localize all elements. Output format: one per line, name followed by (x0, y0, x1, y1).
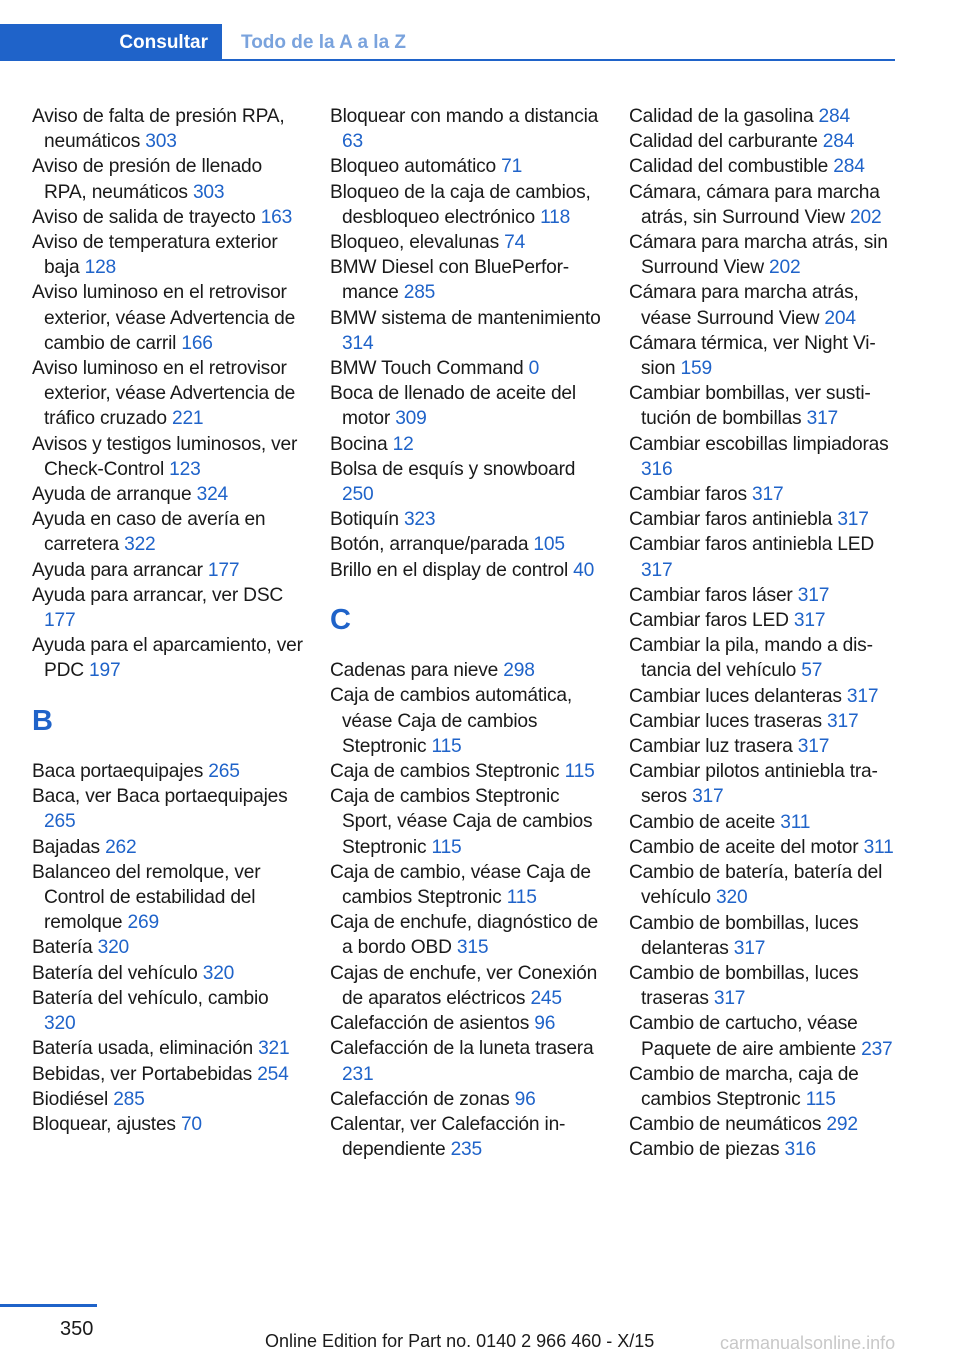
index-entry-text: Bloquear, ajustes (32, 1113, 181, 1135)
page-reference-link[interactable]: 317 (713, 988, 746, 1010)
page-reference-link[interactable]: 284 (822, 131, 855, 153)
index-column-1 (32, 104, 304, 1137)
page-reference-link[interactable]: 166 (181, 332, 213, 354)
index-entry-text: Batería del vehículo (32, 962, 203, 984)
index-entry (330, 784, 602, 860)
index-entry-text: Cambiar bombillas, ver sustitución de bombillas (629, 383, 871, 430)
index-entry (32, 432, 304, 482)
page-reference-link[interactable]: 254 (257, 1063, 289, 1085)
index-entry-text: Cámara para marcha atrás, véase Surround View (629, 282, 859, 329)
index-entry-text: Ayuda para el aparcamiento, ver PDC (32, 635, 303, 682)
index-entry-text: BMW Touch Command (330, 358, 529, 380)
page-reference-link[interactable]: 57 (801, 660, 823, 682)
index-entry (32, 935, 304, 960)
page-reference-link[interactable]: 311 (863, 836, 894, 858)
index-entry-text: Biodiésel (32, 1088, 114, 1110)
index-entry (330, 255, 602, 305)
index-entry-text: Cámara térmica, ver Night Vision (629, 332, 876, 380)
page-reference-link[interactable]: 231 (342, 1063, 374, 1085)
tab-todo-de-la-a-a-la-z[interactable] (241, 24, 406, 61)
index-entry (330, 230, 602, 255)
page-reference-link[interactable]: 71 (501, 156, 523, 178)
index-entry-text: Bloqueo, elevalunas (330, 232, 505, 254)
index-entry-text: Ayuda para arrancar (32, 559, 208, 581)
index-entry (330, 381, 602, 431)
index-entry (32, 205, 304, 230)
tab-consultar-label: Consultar (119, 31, 208, 53)
index-entry (330, 759, 602, 784)
edition-note: Online Edition for Part no. 0140 2 966 460 - X/15 (265, 1331, 655, 1351)
page-reference-link[interactable]: 123 (169, 458, 201, 480)
page-reference-link[interactable]: 70 (180, 1113, 202, 1135)
watermark: carmanualsonline.info (720, 1333, 896, 1353)
index-entry-text: Cámara para marcha atrás, sin Surround View (629, 232, 888, 279)
index-entry-text: Cajas de enchufe, ver Conexión de aparatos eléctricos (330, 962, 598, 1009)
page-reference-link[interactable]: 221 (171, 408, 204, 430)
page-reference-link[interactable]: 317 (806, 408, 839, 430)
page-reference-link[interactable]: 309 (395, 408, 427, 430)
index-entry-text: Cambiar luces delanteras (629, 685, 847, 707)
page-reference-link[interactable]: 292 (826, 1114, 858, 1136)
index-entry (32, 583, 304, 633)
index-entry-text: Cambiar faros antiniebla LED (629, 534, 875, 556)
index-entry-text: Caja de cambio, véase Caja de cambios Steptronic (330, 861, 591, 909)
index-entry (32, 961, 304, 986)
index-entry-text: Cambio de bombillas, luces delanteras (629, 912, 859, 959)
page-reference-link[interactable]: 74 (504, 232, 526, 254)
page-reference-link[interactable]: 320 (44, 1013, 76, 1035)
page-reference-link[interactable]: 237 (861, 1038, 893, 1060)
page-reference-link[interactable]: 285 (113, 1088, 145, 1110)
index-entry (629, 381, 901, 431)
index-entry-text: Bocina (330, 433, 393, 455)
index-entry-text: Bloquear con mando a distancia (330, 106, 599, 127)
index-entry (330, 180, 602, 230)
page-reference-link[interactable]: 262 (105, 836, 137, 858)
index-entry-text: Cadenas para nieve (330, 660, 504, 682)
page-reference-link[interactable]: 96 (514, 1088, 536, 1110)
index-entry-text: Baca, ver Baca portaequipajes (32, 786, 288, 808)
page-reference-link[interactable]: 202 (769, 257, 801, 279)
index-entry-text: Caja de cambios Steptronic (330, 761, 565, 783)
tab-consultar[interactable] (0, 24, 222, 61)
index-entry (629, 583, 901, 608)
page-reference-link[interactable]: 115 (431, 735, 462, 757)
index-entry (330, 1112, 602, 1162)
index-entry-text: Cambio de batería, batería del vehículo (629, 862, 883, 909)
index-entry (32, 356, 304, 432)
page-reference-link[interactable]: 115 (506, 887, 537, 909)
index-entry (32, 1062, 304, 1087)
index-entry-text: Balanceo del remolque, ver Control de estabilidad del remolque (32, 861, 261, 934)
page-reference-link[interactable]: 316 (641, 458, 673, 480)
index-entry-text: Caja de cambios automática, véase Caja de cambios Steptronic (330, 685, 573, 757)
index-entry-text: Cambiar escobillas limpiadoras (629, 433, 889, 455)
index-entry-text: Aviso de falta de presión RPA, neumáticos (32, 106, 285, 153)
index-entry (32, 784, 304, 834)
index-entry-text: Cambiar pilotos antiniebla traseros (629, 761, 878, 808)
page-reference-link[interactable]: 303 (145, 131, 177, 153)
page-reference-link[interactable]: 265 (208, 761, 240, 783)
page-reference-link[interactable]: 322 (124, 534, 156, 556)
index-entry (629, 911, 901, 961)
index-entry-text: Batería del vehículo, cambio (32, 987, 269, 1009)
index-entry-text: Cambiar faros antiniebla (629, 509, 838, 531)
index-entry (330, 432, 602, 457)
index-entry (330, 558, 602, 583)
page-reference-link[interactable]: 311 (780, 811, 811, 833)
index-entry-text: Cambiar luz trasera (629, 736, 798, 758)
page-reference-link[interactable]: 284 (833, 156, 865, 178)
index-entry-text: Bajadas (32, 836, 106, 858)
index-entry-text: Calefacción de zonas (330, 1088, 515, 1110)
page-reference-link[interactable]: 324 (196, 484, 229, 506)
index-entry-text: Bolsa de esquís y snowboard (330, 458, 576, 480)
index-entry (330, 910, 602, 960)
index-entry-text: Brillo en el display de control (330, 559, 574, 581)
index-entry-text: Avisos y testigos luminosos, ver Check-Control (32, 433, 298, 480)
index-entry-text: Aviso de presión de llenado RPA, neumáticos (32, 156, 262, 203)
page-reference-link[interactable]: 63 (342, 131, 363, 153)
index-entry-text: Calefacción de la luneta trasera (330, 1038, 594, 1060)
index-entry (32, 104, 304, 154)
page-reference-link[interactable]: 118 (540, 206, 571, 228)
index-entry-text: Cambio de piezas (629, 1139, 785, 1161)
index-entry-text: Bebidas, ver Portabebidas (32, 1063, 258, 1085)
footer-rule (0, 1304, 97, 1307)
index-entry (629, 432, 901, 482)
index-entry-text: BMW sistema de mantenimiento (330, 307, 601, 329)
index-entry (330, 1036, 602, 1086)
page-reference-link[interactable]: 317 (837, 509, 869, 531)
index-entry (629, 532, 901, 582)
index-entry (32, 154, 304, 204)
index-entry (330, 457, 602, 507)
index-entry-text: Aviso luminoso en el retrovisor exterior, véase Advertencia de cambio de carril (32, 282, 296, 354)
index-entry-text: Bloqueo de la caja de cambios, desbloqueo electrónico (330, 181, 591, 228)
index-entry (330, 532, 602, 557)
index-entry (330, 356, 602, 381)
index-entry (629, 482, 901, 507)
index-entry-text: BMW Diesel con BluePerformance (330, 257, 570, 304)
section-letter: B (32, 704, 53, 737)
index-entry (629, 608, 901, 633)
index-entry-text: Calentar, ver Calefacción independiente (330, 1113, 566, 1161)
index-entry-text: Batería usada, eliminación (32, 1038, 259, 1060)
header-divider (222, 59, 895, 61)
index-entry-text: Cambiar luces traseras (629, 710, 828, 732)
index-entry (32, 507, 304, 557)
page-reference-link[interactable]: 115 (805, 1088, 836, 1110)
index-entry (32, 280, 304, 356)
page-reference-link[interactable]: 159 (680, 358, 712, 380)
index-entry-text: Calidad del combustible (629, 156, 834, 178)
page-reference-link[interactable]: 317 (692, 786, 724, 808)
index-entry-text: Ayuda en caso de avería en carretera (32, 509, 266, 556)
page-reference-link[interactable]: 323 (403, 509, 436, 531)
index-column-2 (330, 104, 602, 1162)
index-entry-text: Baca portaequipajes (32, 761, 209, 783)
index-entry-text: Cambiar la pila, mando a distancia del vehículo (629, 635, 873, 682)
page-reference-link[interactable]: 115 (564, 761, 595, 783)
index-entry-text: Cambio de bombillas, luces traseras (629, 962, 859, 1010)
index-entry (32, 1036, 304, 1061)
index-entry-text: Cambiar faros (629, 484, 753, 506)
index-entry-text: Batería (32, 937, 98, 959)
page-reference-link[interactable]: 317 (797, 736, 830, 758)
index-entry (32, 558, 304, 583)
index-entry (330, 104, 602, 154)
page-reference-link[interactable]: 298 (503, 660, 535, 682)
index-entry (330, 683, 602, 759)
index-entry (32, 1112, 304, 1137)
index-entry-text: Cambio de marcha, caja de cambios Steptronic (629, 1063, 859, 1110)
index-entry-text: Cambio de aceite (629, 811, 781, 833)
index-entry (330, 860, 602, 910)
index-entry (629, 961, 901, 1011)
page-reference-link[interactable]: 128 (84, 257, 117, 279)
index-entry (32, 860, 304, 936)
index-entry (330, 1011, 602, 1036)
page-reference-link[interactable]: 314 (342, 332, 374, 354)
page-reference-link[interactable]: 317 (733, 937, 766, 959)
index-entry (32, 986, 304, 1036)
index-entry-text: Cambiar faros láser (629, 584, 798, 606)
index-entry (32, 482, 304, 507)
index-entry (629, 633, 901, 683)
page-reference-link[interactable]: 177 (207, 559, 240, 581)
index-entry (629, 709, 901, 734)
index-column-3 (629, 104, 901, 1163)
index-entry (330, 507, 602, 532)
index-entry-text: Caja de cambios Steptronic Sport, véase Caja de cambios Steptronic (330, 786, 593, 858)
page-reference-link[interactable]: 317 (793, 610, 826, 632)
index-entry (330, 306, 602, 356)
page-reference-link[interactable]: 321 (258, 1038, 290, 1060)
index-entry (32, 1087, 304, 1112)
index-entry (629, 1112, 901, 1137)
page-reference-link[interactable]: 40 (573, 559, 595, 581)
page-number: 350 (60, 1318, 94, 1340)
page-reference-link[interactable]: 12 (392, 433, 414, 455)
index-entry (629, 331, 901, 381)
page-reference-link[interactable]: 320 (97, 937, 130, 959)
index-entry-text: Botón, arranque/parada (330, 534, 534, 556)
index-entry (629, 734, 901, 759)
index-entry-text: Cambio de aceite del motor (629, 836, 864, 858)
index-entry-text: Bloqueo automático (330, 156, 502, 178)
index-entry (629, 1062, 901, 1112)
page-reference-link[interactable]: 316 (784, 1139, 816, 1161)
index-entry (330, 1087, 602, 1112)
page-reference-link[interactable]: 284 (818, 106, 850, 127)
index-entry-text: Aviso de temperatura exterior baja (32, 232, 278, 279)
index-entry (629, 154, 901, 179)
index-entry-text: Ayuda para arrancar, ver DSC (32, 584, 284, 606)
index-entry (32, 633, 304, 683)
page-reference-link[interactable]: 320 (202, 962, 235, 984)
index-entry (629, 129, 901, 154)
section-letter: C (330, 603, 351, 636)
index-entry-text: Cambio de cartucho, véase Paquete de aire ambiente (629, 1013, 862, 1060)
page-reference-link[interactable]: 177 (44, 610, 76, 632)
index-entry-text: Cambio de neumáticos (629, 1114, 827, 1136)
page-reference-link[interactable]: 269 (127, 912, 159, 934)
page-reference-link[interactable]: 197 (89, 660, 121, 682)
index-entry-text: Cámara, cámara para marcha atrás, sin Surround View (629, 181, 880, 228)
index-entry-text: Aviso de salida de trayecto (32, 206, 261, 228)
index-entry (330, 154, 602, 179)
index-entry (32, 230, 304, 280)
page-reference-link[interactable]: 317 (641, 559, 673, 581)
index-entry (629, 104, 901, 129)
index-entry (629, 507, 901, 532)
index-entry (629, 684, 901, 709)
page-reference-link[interactable]: 96 (534, 1013, 556, 1035)
index-entry (32, 759, 304, 784)
page-reference-link[interactable]: 317 (827, 710, 859, 732)
page-reference-link[interactable]: 320 (716, 887, 748, 909)
page-reference-link[interactable]: 285 (403, 282, 436, 304)
page-reference-link[interactable]: 204 (824, 307, 856, 329)
index-entry (629, 180, 901, 230)
page-reference-link[interactable]: 202 (850, 206, 882, 228)
page-reference-link[interactable]: 0 (528, 358, 540, 380)
page-reference-link[interactable]: 317 (752, 484, 784, 506)
page-reference-link[interactable]: 235 (450, 1139, 482, 1161)
page-reference-link[interactable]: 250 (342, 484, 374, 506)
index-entry (330, 961, 602, 1011)
page-reference-link[interactable]: 315 (456, 937, 489, 959)
page-reference-link[interactable]: 265 (44, 811, 76, 833)
index-entry-text: Caja de enchufe, diagnóstico de a bordo OBD (330, 912, 598, 959)
index-entry-text: Cambiar faros LED (629, 610, 794, 632)
index-entry (330, 658, 602, 683)
index-entry (629, 810, 901, 835)
index-entry (629, 280, 901, 330)
index-entry-text: Botiquín (330, 509, 404, 531)
index-entry (629, 835, 901, 860)
index-entry (629, 1011, 901, 1061)
page-reference-link[interactable]: 163 (260, 206, 293, 228)
index-entry-text: Calidad del carburante (629, 131, 823, 153)
index-entry (629, 860, 901, 910)
index-entry-text: Calefacción de asientos (330, 1013, 535, 1035)
index-entry (629, 759, 901, 809)
index-entry (32, 835, 304, 860)
index-entry-text: Boca de llenado de aceite del motor (330, 383, 576, 430)
page-reference-link[interactable]: 317 (846, 685, 879, 707)
page-reference-link[interactable]: 105 (533, 534, 565, 556)
index-entry (629, 230, 901, 280)
page-reference-link[interactable]: 115 (431, 836, 462, 858)
tab-todo-label: Todo de la A a la Z (241, 31, 407, 53)
index-entry-text: Calidad de la gasolina (629, 106, 819, 127)
page-reference-link[interactable]: 317 (797, 584, 830, 606)
page-reference-link[interactable]: 245 (530, 987, 562, 1009)
page-header (0, 24, 895, 62)
page-reference-link[interactable]: 303 (192, 181, 225, 203)
index-entry-text: Ayuda de arranque (32, 484, 197, 506)
index-entry-text: Aviso luminoso en el retrovisor exterior, véase Advertencia de tráfico cruzado (32, 358, 296, 430)
index-entry (629, 1137, 901, 1162)
